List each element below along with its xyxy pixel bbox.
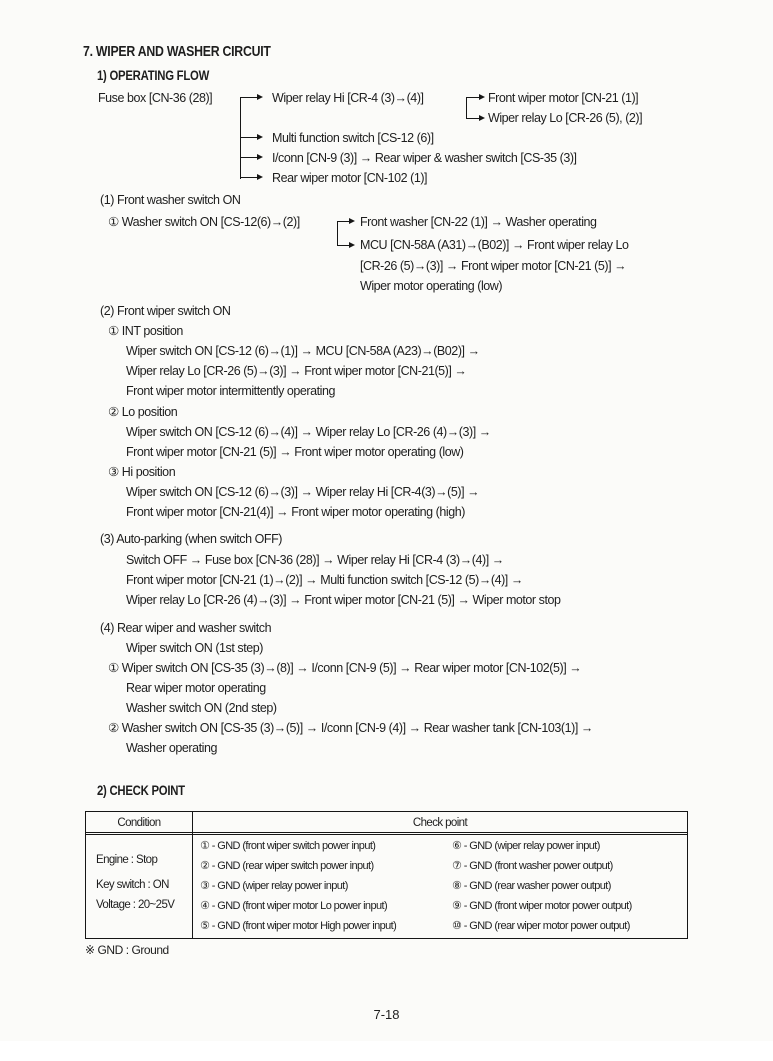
checkpoint-item: ① - GND (front wiper switch power input): [200, 840, 376, 852]
section-2-item-1-label: ① INT position: [108, 324, 183, 338]
table-header-checkpoint: Check point: [412, 817, 468, 829]
page-number: 7-18: [373, 1007, 400, 1022]
arrow-head-icon: [257, 154, 263, 160]
flow-line: Washer operating: [126, 741, 217, 755]
flow-branch-iconn: I/conn [CN-9 (3)] → Rear wiper & washer switch [CS-35 (3)]: [272, 151, 577, 165]
connector-line: [240, 137, 258, 138]
section-2-item-2-label: ② Lo position: [108, 405, 178, 419]
gnd-footnote: ※ GND : Ground: [85, 943, 169, 957]
flow-source: Fuse box [CN-36 (28)]: [98, 91, 213, 105]
checkpoint-item: ④ - GND (front wiper motor Lo power input): [200, 900, 388, 912]
section-3-heading: (3) Auto-parking (when switch OFF): [100, 532, 282, 546]
flow-branch-rear-wiper-motor: Rear wiper motor [CN-102 (1)]: [272, 171, 428, 185]
flow-line: Front wiper motor [CN-21 (5)] → Front wiper motor operating (low): [126, 445, 464, 459]
checkpoint-item: ③ - GND (wiper relay power input): [200, 880, 348, 892]
condition-line: Engine : Stop: [96, 854, 158, 866]
section-4-heading: (4) Rear wiper and washer switch: [100, 621, 272, 635]
arrow-head-icon: [257, 134, 263, 140]
arrow-head-icon: [479, 94, 485, 100]
arrow-head-icon: [257, 174, 263, 180]
page-title: 7. WIPER AND WASHER CIRCUIT: [83, 43, 271, 60]
checkpoint-item: ⑤ - GND (front wiper motor High power input): [200, 920, 397, 932]
checkpoint-item: ⑩ - GND (rear wiper motor power output): [452, 920, 630, 932]
section-2-heading: (2) Front wiper switch ON: [100, 304, 231, 318]
flow-line: Wiper relay Lo [CR-26 (4)→(3)] → Front wiper motor [CN-21 (5)] → Wiper motor stop: [126, 593, 561, 607]
condition-line: Voltage : 20~25V: [96, 899, 175, 911]
flow-line: Switch OFF → Fuse box [CN-36 (28)] → Wiper relay Hi [CR-4 (3)→(4)] →: [126, 553, 504, 567]
flow-line: Front wiper motor intermittently operating: [126, 384, 335, 398]
connector-line: [466, 97, 467, 119]
flow-line: Front wiper motor [CN-21(4)] → Front wiper motor operating (high): [126, 505, 465, 519]
table-column-divider: [192, 812, 193, 938]
flow-line: Front wiper motor [CN-21 (1)→(2)] → Multi function switch [CS-12 (5)→(4)] →: [126, 573, 523, 587]
check-point-table: [85, 811, 688, 939]
connector-line: [240, 177, 258, 178]
flow-line: Rear wiper motor operating: [126, 681, 266, 695]
section-4-subheading: Wiper switch ON (1st step): [126, 641, 263, 655]
arrow-head-icon: [479, 115, 485, 121]
checkpoint-item: ⑨ - GND (front wiper motor power output): [452, 900, 632, 912]
connector-line: [337, 221, 338, 246]
page-bottom-edge: [0, 1041, 773, 1061]
checkpoint-item: ② - GND (rear wiper switch power input): [200, 860, 374, 872]
flow-branch-front-wiper-motor: Front wiper motor [CN-21 (1)]: [488, 91, 639, 105]
section-1-branch-b: MCU [CN-58A (A31)→(B02)] → Front wiper relay Lo: [360, 238, 629, 252]
check-point-heading: 2) CHECK POINT: [97, 783, 185, 798]
connector-line: [240, 97, 258, 98]
section-1-branch-a: Front washer [CN-22 (1)] → Washer operating: [360, 215, 597, 229]
table-header-condition: Condition: [117, 817, 161, 829]
connector-line: [466, 97, 480, 98]
flow-line: Wiper switch ON [CS-12 (6)→(4)] → Wiper relay Lo [CR-26 (4)→(3)] →: [126, 425, 491, 439]
connector-line: [240, 157, 258, 158]
checkpoint-item: ⑦ - GND (front washer power output): [452, 860, 613, 872]
flow-line: Wiper switch ON [CS-12 (6)→(3)] → Wiper relay Hi [CR-4(3)→(5)] →: [126, 485, 480, 499]
section-1-branch-b-cont: [CR-26 (5)→(3)] → Front wiper motor [CN-21 (5)] →: [360, 259, 627, 273]
condition-line: Key switch : ON: [96, 879, 169, 891]
section-1-heading: (1) Front washer switch ON: [100, 193, 241, 207]
section-4-subheading: Washer switch ON (2nd step): [126, 701, 277, 715]
section-1-item: ① Washer switch ON [CS-12(6)→(2)]: [108, 215, 300, 229]
flow-branch-wiper-relay-lo: Wiper relay Lo [CR-26 (5), (2)]: [488, 111, 643, 125]
flow-line: Wiper switch ON [CS-12 (6)→(1)] → MCU [CN-58A (A23)→(B02)] →: [126, 344, 480, 358]
flow-branch-wiper-relay-hi: Wiper relay Hi [CR-4 (3)→(4)]: [272, 91, 424, 105]
flow-line: ② Washer switch ON [CS-35 (3)→(5)] → I/conn [CN-9 (4)] → Rear washer tank [CN-103(1)] →: [108, 721, 593, 735]
arrow-head-icon: [349, 242, 355, 248]
arrow-head-icon: [257, 94, 263, 100]
checkpoint-item: ⑥ - GND (wiper relay power input): [452, 840, 600, 852]
flow-line: ① Wiper switch ON [CS-35 (3)→(8)] → I/conn [CN-9 (5)] → Rear wiper motor [CN-102(5)] →: [108, 661, 582, 675]
arrow-head-icon: [349, 218, 355, 224]
checkpoint-item: ⑧ - GND (rear washer power output): [452, 880, 611, 892]
flow-line: Wiper relay Lo [CR-26 (5)→(3)] → Front wiper motor [CN-21(5)] →: [126, 364, 467, 378]
connector-line: [466, 118, 480, 119]
flow-branch-multi-function-switch: Multi function switch [CS-12 (6)]: [272, 131, 434, 145]
operating-flow-heading: 1) OPERATING FLOW: [97, 68, 210, 83]
section-2-item-3-label: ③ Hi position: [108, 465, 176, 479]
section-1-branch-b-cont: Wiper motor operating (low): [360, 279, 503, 293]
